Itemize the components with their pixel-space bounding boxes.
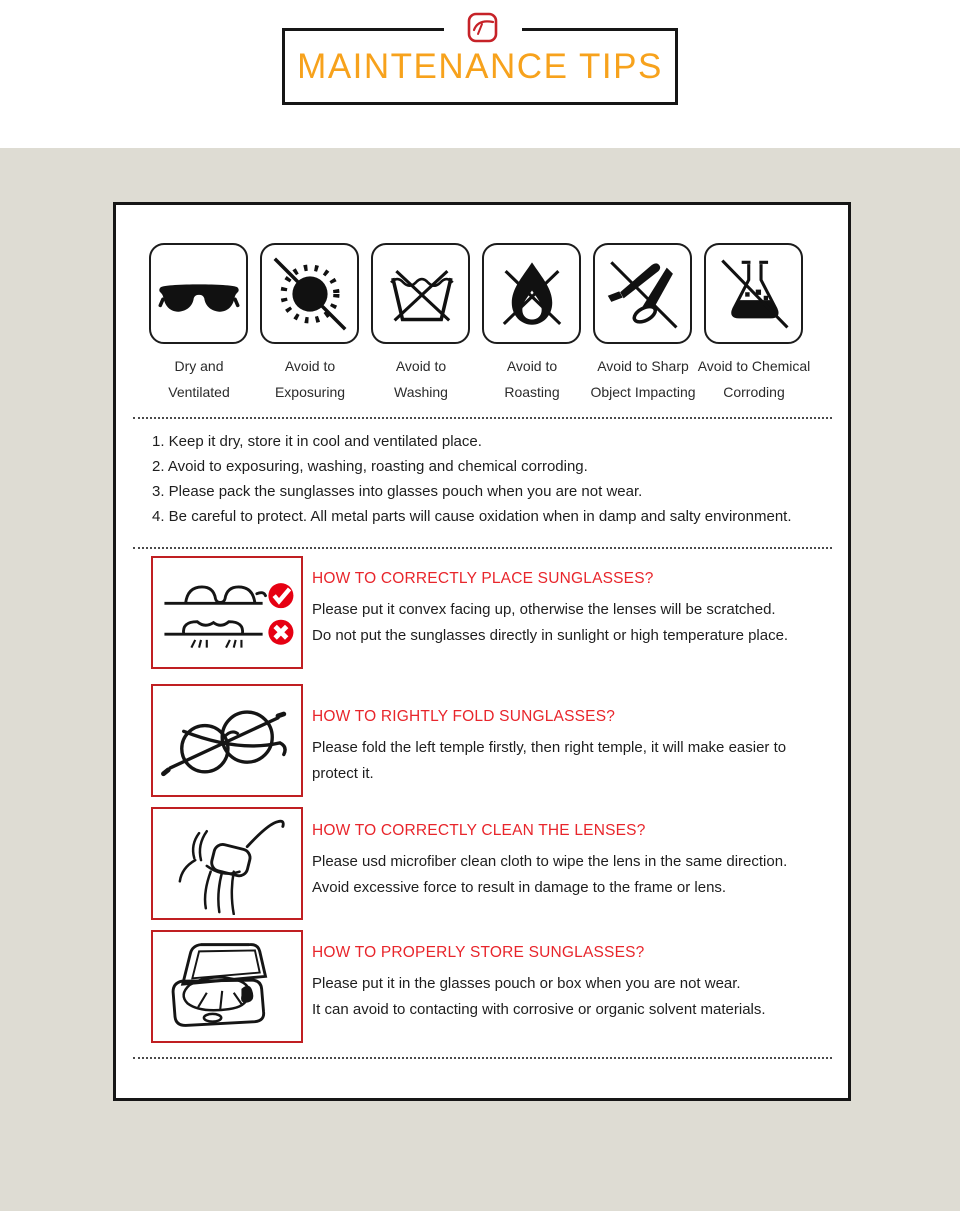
place-sunglasses-icon: [151, 556, 303, 669]
no-sun-exposure-icon: [260, 243, 359, 344]
care-icon-cell: [149, 243, 249, 405]
care-icon-cell: [697, 243, 811, 405]
section-heading: HOW TO RIGHTLY FOLD SUNGLASSES?: [312, 708, 616, 725]
care-icon-label: Avoid to Sharp Object Impacting: [590, 358, 696, 400]
no-washing-icon: [371, 243, 470, 344]
section-place-sunglasses: [151, 556, 831, 671]
check-icon: [268, 583, 293, 608]
rule-item: 1. Keep it dry, store it in cool and ventilated place.: [152, 433, 482, 450]
dotted-divider: [133, 1057, 832, 1059]
section-clean-lenses: [151, 807, 831, 922]
section-line: Do not put the sunglasses directly in sunlight or high temperature place.: [312, 627, 789, 644]
care-card: [113, 202, 851, 1101]
section-text: [312, 684, 831, 787]
care-icon-label: Avoid to Chemical Corroding: [697, 358, 811, 400]
dotted-divider: [133, 547, 832, 549]
care-icon-label: Avoid to Washing: [394, 358, 448, 400]
care-icon-label: Avoid to Roasting: [504, 358, 560, 400]
section-text: [312, 807, 831, 901]
fold-sunglasses-icon: [151, 684, 303, 797]
no-chemical-icon: [704, 243, 803, 344]
section-heading: HOW TO CORRECTLY PLACE SUNGLASSES?: [312, 570, 654, 587]
section-heading: HOW TO PROPERLY STORE SUNGLASSES?: [312, 944, 645, 961]
section-text: [312, 556, 831, 649]
page-title: MAINTENANCE TIPS: [297, 46, 663, 86]
no-roasting-icon: [482, 243, 581, 344]
care-icon-cell: [590, 243, 696, 405]
section-text: [312, 930, 831, 1023]
rule-item: 2. Avoid to exposuring, washing, roasting and chemical corroding.: [152, 458, 588, 475]
section-line: Please put it convex facing up, otherwise the lenses will be scratched.: [312, 601, 776, 618]
no-sharp-object-icon: [593, 243, 692, 344]
section-line: Avoid excessive force to result in damage to the frame or lens.: [312, 879, 727, 896]
header-band: [0, 0, 960, 148]
rules-list: [152, 429, 832, 529]
care-icon-cell: [482, 243, 582, 405]
section-store-sunglasses: [151, 930, 831, 1045]
store-sunglasses-icon: [151, 930, 303, 1043]
care-icon-label: Avoid to Exposuring: [274, 358, 346, 400]
cross-icon: [268, 620, 293, 645]
rule-item: 4. Be careful to protect. All metal parts will cause oxidation when in damp and salty environment.: [152, 508, 792, 525]
clean-lenses-icon: [151, 807, 303, 920]
brand-logo-icon: [463, 8, 503, 48]
section-line: Please fold the left temple firstly, then right temple, it will make easier to protect it.: [312, 739, 787, 782]
care-icon-label: Dry and Ventilated: [168, 358, 230, 400]
section-fold-sunglasses: [151, 684, 831, 799]
section-line: Please put it in the glasses pouch or box when you are not wear.: [312, 975, 741, 992]
care-icon-cell: [371, 243, 471, 405]
section-heading: HOW TO CORRECTLY CLEAN THE LENSES?: [312, 822, 646, 839]
care-icon-cell: [260, 243, 360, 405]
title-box: [282, 28, 678, 105]
sunglasses-icon: [149, 243, 248, 344]
rule-item: 3. Please pack the sunglasses into glasses pouch when you are not wear.: [152, 483, 643, 500]
section-line: It can avoid to contacting with corrosive or organic solvent materials.: [312, 1001, 766, 1018]
dotted-divider: [133, 417, 832, 419]
care-icon-row: [149, 243, 811, 405]
section-line: Please usd microfiber clean cloth to wipe the lens in the same direction.: [312, 853, 788, 870]
